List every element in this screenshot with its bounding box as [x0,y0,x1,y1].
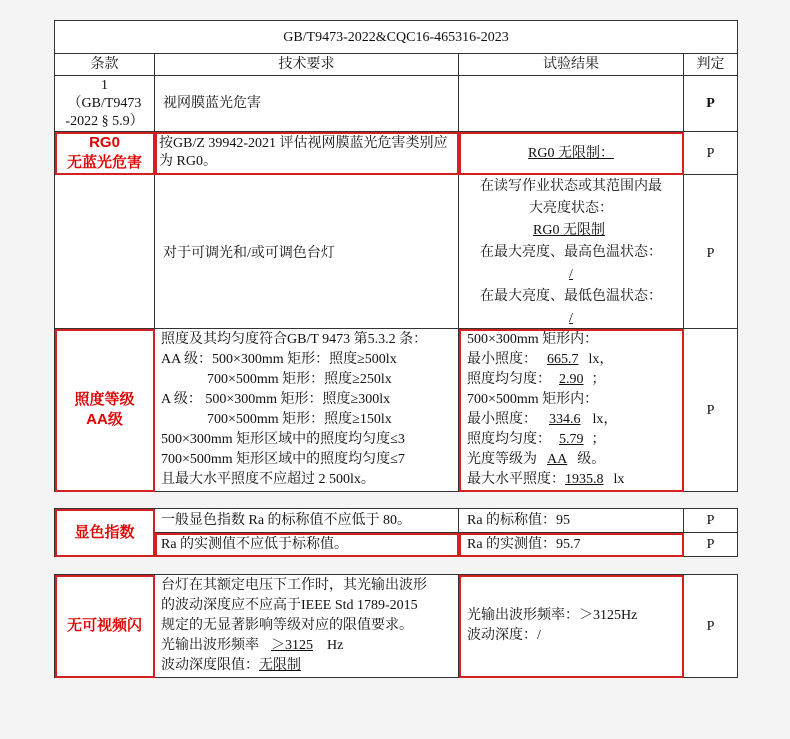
adjustable-result-value3: / [569,311,573,326]
unit-lx: lx， [592,412,618,427]
adjustable-result-line1: 在读写作业状态或其范围内最 [480,179,662,194]
illuminance-result [459,329,684,492]
blue-light-requirement: 视网膜蓝光危害 [155,76,459,132]
adjustable-result-line2: 大亮度状态： [529,201,613,216]
rg0-label [55,132,155,175]
semicolon: ； [591,372,606,387]
cri-label: 显色指数 [55,509,155,557]
min-illum-a: 665.7 [547,352,579,367]
standard-title: GB/T9473-2022&CQC16-465316-2023 [55,21,738,54]
semicolon: ； [591,432,606,447]
adjustable-result-value1: RG0 无限制 [533,223,605,238]
uniformity-b: 5.79 [559,432,584,447]
min-illum-b: 334.6 [549,412,581,427]
illum-req-line: 700×500mm 矩形：照度≥250lx [207,372,392,387]
area-b-title: 700×500mm 矩形内： [467,392,599,407]
adjustable-clause-empty [55,175,155,332]
flicker-table [54,574,738,678]
col-requirement-header: 技术要求 [155,54,459,76]
illuminance-requirement [155,329,459,492]
depth-limit-label: 波动深度限值： [161,658,259,673]
illum-req-line: 照度及其均匀度符合GB/T 9473 第5.3.2 条： [161,332,428,347]
freq-limit-value: ＞3125 [271,638,313,653]
max-illum-label: 最大水平照度： [467,472,565,487]
cri-result-1: Ra 的标称值：95 [459,509,684,533]
uniformity-label: 照度均匀度： [467,432,551,447]
flicker-req-line: 台灯在其额定电压下工作时，其光输出波形 [161,578,427,593]
illum-req-line: 700×500mm 矩形：照度≥150lx [207,412,392,427]
depth-limit-value: 无限制 [259,658,301,673]
illum-req-line: AA 级：500×300mm 矩形：照度≥500lx [161,352,397,367]
clause-ref-1: （GB/T9473 [67,95,142,111]
illum-req-line: 700×500mm 矩形区域中的照度均匀度≤7 [161,452,405,467]
illuminance-table [54,328,738,492]
flicker-requirement [155,575,459,678]
clause-number: 1 [101,77,108,93]
min-illum-label: 最小照度： [467,412,537,427]
col-result-header: 试验结果 [459,54,684,76]
uniformity-a: 2.90 [559,372,584,387]
illum-req-line: A 级： 500×300mm 矩形：照度≥300lx [161,392,391,407]
blue-light-verdict: P [684,76,738,132]
cri-result-2: Ra 的实测值：95.7 [459,533,684,557]
col-clause-header: 条款 [55,54,155,76]
col-verdict-header: 判定 [684,54,738,76]
rg0-label-line1: RG0 [89,134,120,151]
clause-ref-2: -2022 § 5.9） [65,113,144,129]
cri-verdict-1: P [684,509,738,533]
illuminance-label [55,329,155,492]
freq-limit-label: 光输出波形频率 [161,638,259,653]
clause-cell [55,76,155,132]
cri-verdict-2: P [684,533,738,557]
rg0-requirement: 按GB/Z 39942-2021 评估视网膜蓝光危害类别应为 RG0。 [155,132,459,175]
min-illum-label: 最小照度： [467,352,537,367]
grade-suffix: 级。 [577,452,606,467]
illuminance-label-line1: 照度等级 [74,391,135,408]
rg0-verdict: P [684,132,738,175]
rg0-label-line2: 无蓝光危害 [66,154,142,171]
flicker-result [459,575,684,678]
cri-requirement-1: 一般显色指数 Ra 的标称值不应低于 80。 [155,509,459,533]
flicker-req-line: 规定的无显著影响等级对应的限值要求。 [161,618,413,633]
rg0-result-text: RG0 无限制： [528,145,614,161]
area-a-title: 500×300mm 矩形内： [467,332,599,347]
cri-table [54,508,738,557]
flicker-label: 无可视频闪 [55,575,155,678]
illuminance-label-line2: AA级 [86,411,123,428]
adjustable-result-value2: / [569,267,573,282]
max-illum-value: 1935.8 [565,472,604,487]
adjustable-result-line6: 在最大亮度、最低色温状态： [480,289,662,304]
adjustable-requirement: 对于可调光和/或可调色台灯 [155,175,459,332]
freq-limit-unit: Hz [327,638,344,653]
flicker-depth-result: 波动深度：/ [467,628,541,643]
adjustable-verdict: P [684,175,738,332]
max-illum-unit: lx [613,472,625,487]
unit-lx: lx， [588,352,614,367]
adjustable-result-line4: 在最大亮度、最高色温状态： [480,245,662,260]
uniformity-label: 照度均匀度： [467,372,551,387]
illuminance-verdict: P [684,329,738,492]
adjustable-result [459,175,684,332]
blue-light-table [54,20,738,332]
flicker-req-line: 的波动深度应不应高于IEEE Std 1789-2015 [161,598,418,613]
blue-light-result [459,76,684,132]
flicker-verdict: P [684,575,738,678]
illum-req-line: 且最大水平照度不应超过 2 500lx。 [161,472,375,487]
grade-label: 光度等级为 [467,452,537,467]
grade-value: AA [547,452,568,467]
flicker-freq-result: 光输出波形频率：＞3125Hz [467,608,638,623]
rg0-result [459,132,684,175]
cri-requirement-2: Ra 的实测值不应低于标称值。 [155,533,459,557]
illum-req-line: 500×300mm 矩形区域中的照度均匀度≤3 [161,432,405,447]
